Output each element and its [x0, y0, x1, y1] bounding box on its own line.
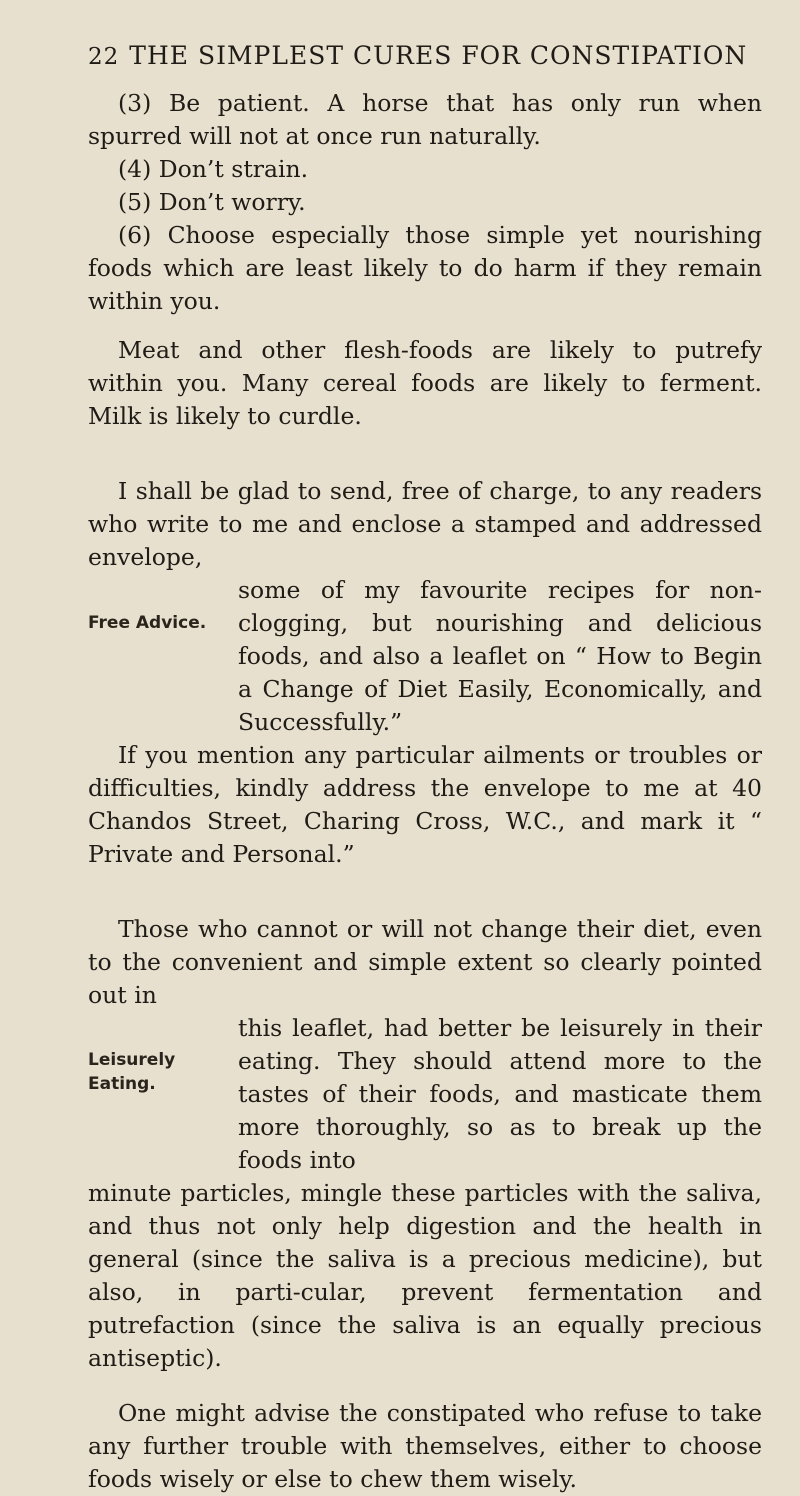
paragraph-offer-intro: I shall be glad to send, free of charge, to any readers who write to me and enclose a stamped and addressed envelope, — [88, 477, 762, 571]
free-advice-section — [88, 574, 762, 739]
advice-item-6: (6) Choose especially those simple yet nourishing foods which are least likely to do harm if they remain within you. — [88, 221, 762, 315]
advice-item-5: (5) Don’t worry. — [118, 188, 306, 216]
advice-item-3: (3) Be patient. A horse that has only run when spurred will not at once run naturally. — [88, 89, 762, 150]
leisurely-eating-section — [88, 1012, 762, 1177]
paragraph-mention: If you mention any particular ailments or troubles or difficulties, kindly address the envelope to me at 40 Chandos Street, Charing Cross, W.C., and mark it “ Private and Personal.” — [88, 741, 762, 868]
numbered-advice-list — [88, 87, 762, 318]
marginal-note-free-advice: Free Advice. — [88, 613, 207, 633]
paragraph-offer-details: some of my favourite recipes for non-clogging, but nourishing and delicious foods, and also a leaflet on “ How to Begin a Change of Diet Easily, Economically, and Successfully.” — [238, 576, 762, 736]
running-title: THE SIMPLEST CURES FOR CONSTIPATION — [129, 41, 748, 70]
paragraph-closing: One might advise the constipated who refuse to take any further trouble with themselves, either to choose foods wisely or else to chew them wisely. — [88, 1399, 762, 1493]
paragraph-leisurely-intro: Those who cannot or will not change their diet, even to the convenient and simple extent so clearly pointed out in — [88, 915, 762, 1009]
advice-item-4: (4) Don’t strain. — [118, 155, 309, 183]
marginal-note-leisurely-eating: Leisurely Eating. — [88, 1050, 176, 1094]
paragraph-leisurely-continued: minute particles, mingle these particles with the saliva, and thus not only help digestion and the health in general (since the saliva is a precious medicine), but also, in parti-cular, prevent fermentation and putrefaction (since the saliva is an equally precious antiseptic). — [88, 1179, 762, 1372]
paragraph-leisurely-details: this leaflet, had better be leisurely in their eating. They should attend more to the tastes of their foods, and masticate them more thoroughly, so as to break up the foods into — [238, 1014, 762, 1174]
page-number: 22 — [88, 44, 120, 70]
running-head — [88, 40, 762, 73]
paragraph-meat: Meat and other flesh-foods are likely to putrefy within you. Many cereal foods are likely to ferment. Milk is likely to curdle. — [88, 336, 762, 430]
